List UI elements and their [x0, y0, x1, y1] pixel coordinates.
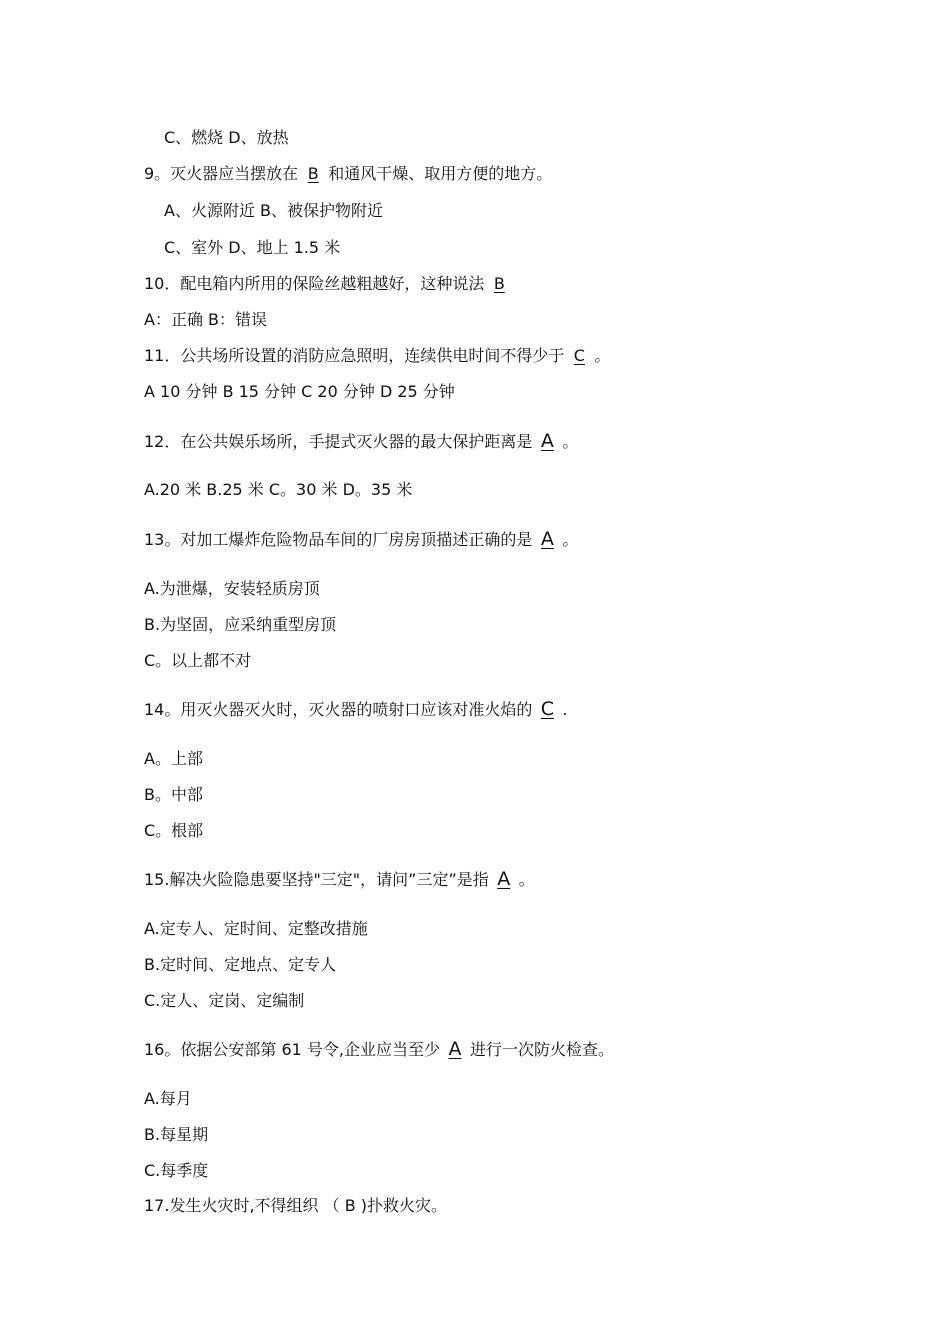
question-text: 9。灭火器应当摆放在 — [144, 164, 299, 183]
question-14 — [144, 698, 567, 721]
question-15 — [144, 868, 535, 891]
option-line: A.为泄爆，安装轻质房顶 — [144, 579, 320, 598]
option-line: A：正确 B：错误 — [144, 310, 268, 329]
question-9 — [144, 163, 552, 185]
question-10 — [144, 273, 514, 295]
option-line: A 10 分钟 B 15 分钟 C 20 分钟 D 25 分钟 — [144, 382, 455, 401]
question-text: 12．在公共娱乐场所，手提式灭火器的最大保护距离是 — [144, 432, 533, 451]
question-text: 16。依据公安部第 61 号令,企业应当至少 — [144, 1040, 440, 1059]
option-line: C、燃烧 D、放热 — [164, 128, 289, 147]
question-text: 11．公共场所设置的消防应急照明，连续供电时间不得少于 — [144, 346, 565, 365]
option-line: A.每月 — [144, 1089, 192, 1108]
question-11 — [144, 345, 610, 367]
question-text-end: 。 — [594, 346, 611, 365]
question-17: 17.发生火灾时,不得组织 （ B )扑救火灾。 — [144, 1196, 448, 1215]
answer-blank: C — [540, 698, 555, 720]
option-line: C.每季度 — [144, 1161, 209, 1180]
question-text-end: 。 — [562, 432, 579, 451]
question-text: 14。用灭火器灭火时，灭火器的喷射口应该对准火焰的 — [144, 700, 533, 719]
option-line: C、室外 D、地上 1.5 米 — [164, 238, 341, 257]
answer-blank: B — [307, 164, 319, 183]
answer-blank: B — [493, 274, 505, 293]
option-line: B。中部 — [144, 785, 203, 804]
option-line: B.为坚固，应采纳重型房顶 — [144, 615, 337, 634]
option-line: A。上部 — [144, 749, 203, 768]
option-line: B.每星期 — [144, 1125, 209, 1144]
option-line: A、火源附近 B、被保护物附近 — [164, 201, 384, 220]
answer-blank: A — [540, 430, 554, 452]
answer-blank: A — [497, 868, 511, 890]
option-line: A.20 米 B.25 米 C。30 米 D。35 米 — [144, 480, 413, 499]
answer-blank: A — [540, 528, 554, 550]
question-text-end: 进行一次防火检查。 — [469, 1040, 614, 1059]
question-text: 13。对加工爆炸危险物品车间的厂房房顶描述正确的是 — [144, 530, 533, 549]
answer-blank: C — [573, 346, 585, 365]
question-12 — [144, 430, 578, 453]
question-text-end: . — [562, 700, 568, 719]
option-line: C.定人、定岗、定编制 — [144, 991, 305, 1010]
question-text: 15.解决火险隐患要坚持"三定"，请问”三定”是指 — [144, 870, 489, 889]
option-line: B.定时间、定地点、定专人 — [144, 955, 337, 974]
question-text-end: 和通风干燥、取用方便的地方。 — [328, 164, 553, 183]
answer-blank: A — [448, 1038, 462, 1060]
question-text-end: 。 — [518, 870, 535, 889]
question-text: 10．配电箱内所用的保险丝越粗越好，这种说法 — [144, 274, 485, 293]
question-13 — [144, 528, 578, 551]
option-line: C。根部 — [144, 821, 204, 840]
option-line: A.定专人、定时间、定整改措施 — [144, 919, 368, 938]
question-16 — [144, 1038, 614, 1061]
option-line: C。以上都不对 — [144, 651, 252, 670]
question-text-end: 。 — [562, 530, 579, 549]
